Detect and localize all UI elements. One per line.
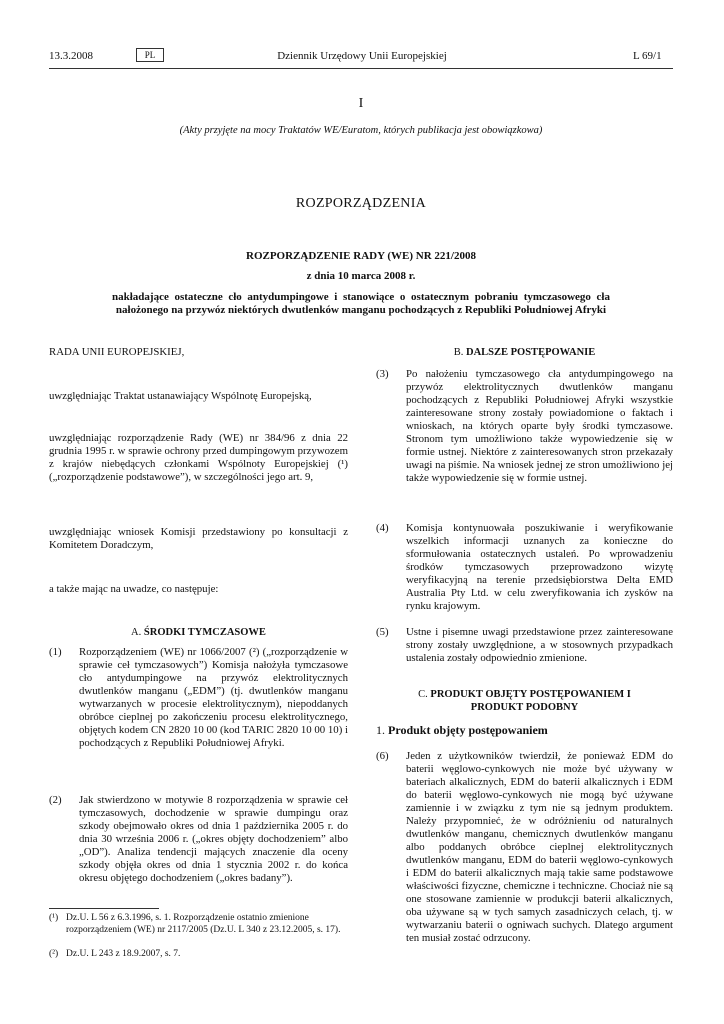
footnote-number: (¹) [49,913,59,923]
subsection-1-heading [376,724,548,737]
recital-text: Po nałożeniu tymczasowego cła antydumpingowego na przywóz elektrolitycznych dwutlenków manganu pochodzących z Republiki Południowej Afryki wszystkie zainteresowane strony zostały powiadomione o faktach i wnioskach, na których oparte były środki tymczasowe. Stronom tym umożliwiono także wypowiedzenie się w formie ustnej. Niektóre z zainteresowanych stron przekazały uwagi na piśmie. Na wniosek jednej ze stron umożliwiono jej także wypowiedzenie się w formie ustnej. [406,368,673,484]
citation-commission-proposal: uwzględniając wniosek Komisji przedstawiony po konsultacji z Komitetem Doradczym, [49,526,348,551]
footnote-divider [49,908,159,909]
footnote-text: Dz.U. L 56 z 6.3.1996, s. 1. Rozporządzenie ostatnio zmienione rozporządzeniem (WE) nr 2117/2005 (Dz.U. L 340 z 23.12.2005, s. 17). [66,913,341,935]
language-badge: PL [136,48,164,62]
publication-date: 13.3.2008 [49,50,93,62]
regulation-date: z dnia 10 marca 2008 r. [306,270,416,282]
recital-number: (6) [376,750,389,762]
page-reference: L 69/1 [633,50,662,62]
journal-title: Dziennik Urzędowy Unii Europejskiej [277,50,447,62]
regulation-subject: nakładające ostateczne cło antydumpingowe i stanowiące o ostatecznym pobraniu tymczasowego cła nałożonego na przywóz niektórych dwutlenków manganu pochodzących z Republiki Południowej Afryki [112,291,610,316]
section-a-letter: A. [131,627,142,638]
footnote-number: (²) [49,949,59,959]
recital-number: (5) [376,626,389,638]
recital-text: Rozporządzeniem (WE) nr 1066/2007 (²) („rozporządzenie w sprawie ceł tymczasowych”) Komisja nałożyła tymczasowe cło antydumpingowe na przywóz elektrolitycznych dwutlenków manganu („EDM”) (tj. dwutlenków manganu wytwarzanych w procesie elektrolitycznym), niepoddanych obróbce cieplnej po zakończeniu procesu elektrolitycznego, objętych kodem CN 2820 10 00 (kod TARIC 2820 10 00 10) i pochodzących z Republiki Południowej Afryki. [79,646,348,749]
section-b-title: DALSZE POSTĘPOWANIE [466,347,596,358]
part-note: (Akty przyjęte na mocy Traktatów WE/Euratom, których publikacja jest obowiązkowa) [179,125,543,136]
recital-text: Ustne i pisemne uwagi przedstawione przez zainteresowane strony zostały uwzględnione, a w stosownych przypadkach ustalenia zostały odpowiednio zmienione. [406,626,673,664]
section-c-title: PRODUKT OBJĘTY POSTĘPOWANIEM I PRODUKT PODOBNY [430,689,631,713]
council-line: RADA UNII EUROPEJSKIEJ, [49,346,185,358]
recital-number: (4) [376,522,389,534]
part-number: I [358,96,364,111]
section-a-title: ŚRODKI TYMCZASOWE [143,627,266,638]
section-c-heading [376,688,673,714]
section-a-heading [49,626,348,639]
recital-number: (3) [376,368,389,380]
recital-text: Komisja kontynuowała poszukiwanie i weryfikowanie wszelkich informacji uznanych za konieczne do sformułowania ostatecznych ustaleń. Po wprowadzeniu środków tymczasowych przeprowadzono wizytę weryfikacyjną na terenie przedsiębiorstwa Delta EMD Australia Pty Ltd. w celu zweryfikowania ich zysków na rynku krajowym. [406,522,673,612]
section-c-letter: C. [418,689,428,700]
recital-number: (1) [49,646,62,658]
subsection-title: Produkt objęty postępowaniem [388,723,548,737]
citation-treaty: uwzględniając Traktat ustanawiający Wspólnotę Europejską, [49,390,312,402]
recital-text: Jak stwierdzono w motywie 8 rozporządzenia w sprawie ceł tymczasowych, dochodzenie w sprawie dumpingu oraz szkody obejmowało okres od dnia 1 października 2005 r. do dnia 30 września 2006 r. („okres objęty dochodzeniem” albo „OD”). Analiza tendencji mających znaczenie dla oceny szkody objęła okres od dnia 1 stycznia 2002 r. do końca okresu objętego dochodzeniem („okres badany”). [79,794,348,884]
subsection-number: 1. [376,723,385,737]
recital-text: Jeden z użytkowników twierdził, że ponieważ EDM do baterii węglowo-cynkowych nie może być używany w bateriach alkalicznych, EDM do baterii alkalicznych i EDM do baterii węglowo-cynkowych nie mogą być używane zamiennie i w związku z tym nie są jednym produktem. Należy przypomnieć, że w odróżnieniu od naturalnych dwutlenków manganu, chemicznych dwutlenków manganu albo poddanych obróbce cieplnej elektrolitycznych dwutlenków manganu, EDM do baterii węglowo-cynkowych i EDM do baterii alkalicznych mają takie same podstawowe właściwości fizyczne, chemiczne i techniczne. Chociaż nie są one stosowane zamiennie w produkcji baterii alkalicznych, oba używane są w tych samych zasadniczych celach, tj. w wytwarzaniu baterii o ogniwach suchych. Dlatego argument ten musiał zostać odrzucony. [406,750,673,944]
header-divider [49,68,673,69]
section-b-letter: B. [453,347,464,358]
section-b-heading [376,346,673,359]
recitals-intro: a także mając na uwadze, co następuje: [49,583,219,595]
citation-basic-regulation: uwzględniając rozporządzenie Rady (WE) nr 384/96 z dnia 22 grudnia 1995 r. w sprawie ochrony przed dumpingowym przywozem z krajów niebędących członkami Wspólnoty Europejskiej (¹) („rozporządzenie podstawowe”), w szczególności jego art. 9, [49,432,348,483]
regulation-title: ROZPORZĄDZENIE RADY (WE) NR 221/2008 [246,250,476,262]
recital-number: (2) [49,794,62,806]
footnote-text: Dz.U. L 243 z 18.9.2007, s. 7. [66,949,181,959]
section-heading: ROZPORZĄDZENIA [295,196,427,211]
